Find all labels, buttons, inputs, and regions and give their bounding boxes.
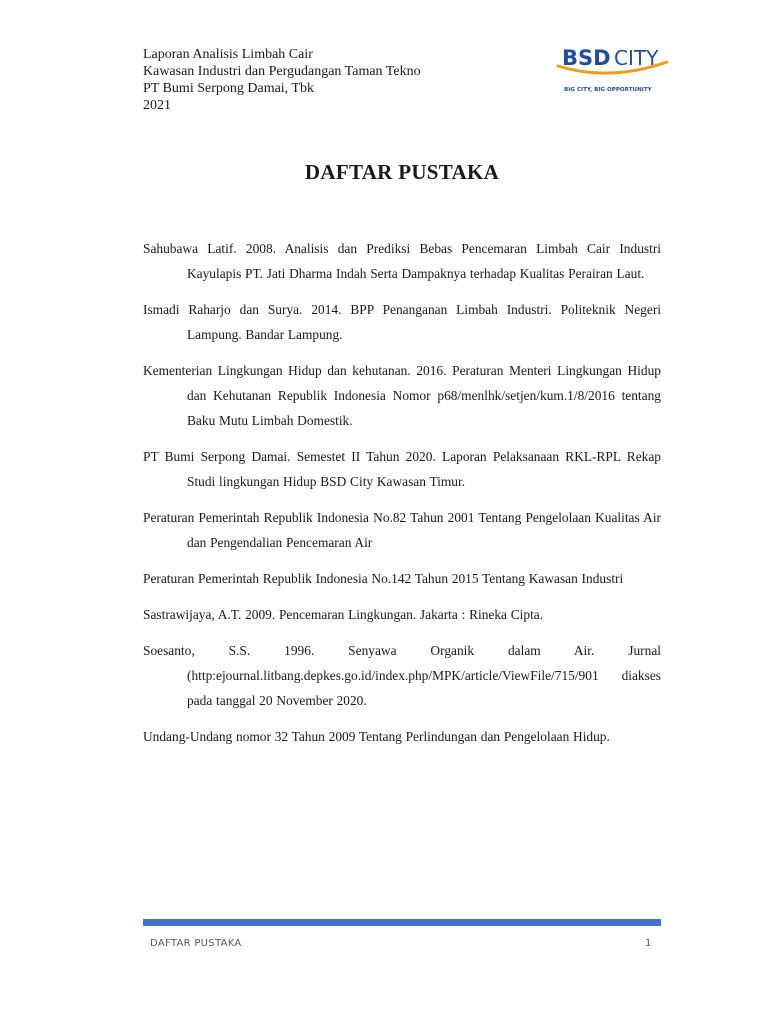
reference-list (143, 236, 661, 760)
logo-city-text: CITY (614, 46, 659, 70)
reference-item: Kementerian Lingkungan Hidup dan kehutanan. 2016. Peraturan Menteri Lingkungan Hidup dan Kehutanan Republik Indonesia Nomor p68/menlhk/setjen/kum.1/8/2016 tentang Baku Mutu Limbah Domestik. (143, 363, 661, 428)
bsd-city-logo (555, 44, 670, 96)
reference-item: PT Bumi Serpong Damai. Semestet II Tahun 2020. Laporan Pelaksanaan RKL-RPL Rekap Studi lingkungan Hidup BSD City Kawasan Timur. (143, 449, 661, 489)
document-header (143, 46, 483, 114)
reference-item: Ismadi Raharjo dan Surya. 2014. BPP Penanganan Limbah Industri. Politeknik Negeri Lampung. Bandar Lampung. (143, 302, 661, 342)
header-area: Kawasan Industri dan Pergudangan Taman Tekno (143, 64, 421, 79)
reference-item: Peraturan Pemerintah Republik Indonesia No.142 Tahun 2015 Tentang Kawasan Industri (143, 571, 624, 586)
logo-tagline: BIG CITY, BIG OPPORTUNITY (564, 87, 652, 93)
reference-item: Undang-Undang nomor 32 Tahun 2009 Tentang Perlindungan dan Pengelolaan Hidup. (143, 729, 610, 744)
reference-item: Soesanto, S.S. 1996. Senyawa Organik dalam Air. Jurnal (http:ejournal.litbang.depkes.go.id/index.php/MPK/article/ViewFile/715/901 diakses pada tanggal 20 November 2020. (143, 643, 661, 708)
bsd-city-logo-graphic (555, 44, 670, 96)
reference-item: Sastrawijaya, A.T. 2009. Pencemaran Lingkungan. Jakarta : Rineka Cipta. (143, 607, 544, 622)
page-title: DAFTAR PUSTAKA (304, 160, 500, 184)
reference-item: Peraturan Pemerintah Republik Indonesia No.82 Tahun 2001 Tentang Pengelolaan Kualitas Air dan Pengendalian Pencemaran Air (143, 510, 661, 550)
footer-divider-bar (143, 919, 661, 926)
header-company: PT Bumi Serpong Damai, Tbk (143, 81, 314, 96)
header-year: 2021 (143, 98, 171, 113)
footer-section-label: DAFTAR PUSTAKA (150, 938, 242, 949)
reference-item: Sahubawa Latif. 2008. Analisis dan Prediksi Bebas Pencemaran Limbah Cair Industri Kayulapis PT. Jati Dharma Indah Serta Dampaknya terhadap Kualitas Perairan Laut. (143, 241, 661, 281)
header-report-title: Laporan Analisis Limbah Cair (143, 47, 313, 62)
footer-page-number: 1 (645, 938, 652, 949)
logo-bsd-text: BSD (562, 46, 611, 70)
